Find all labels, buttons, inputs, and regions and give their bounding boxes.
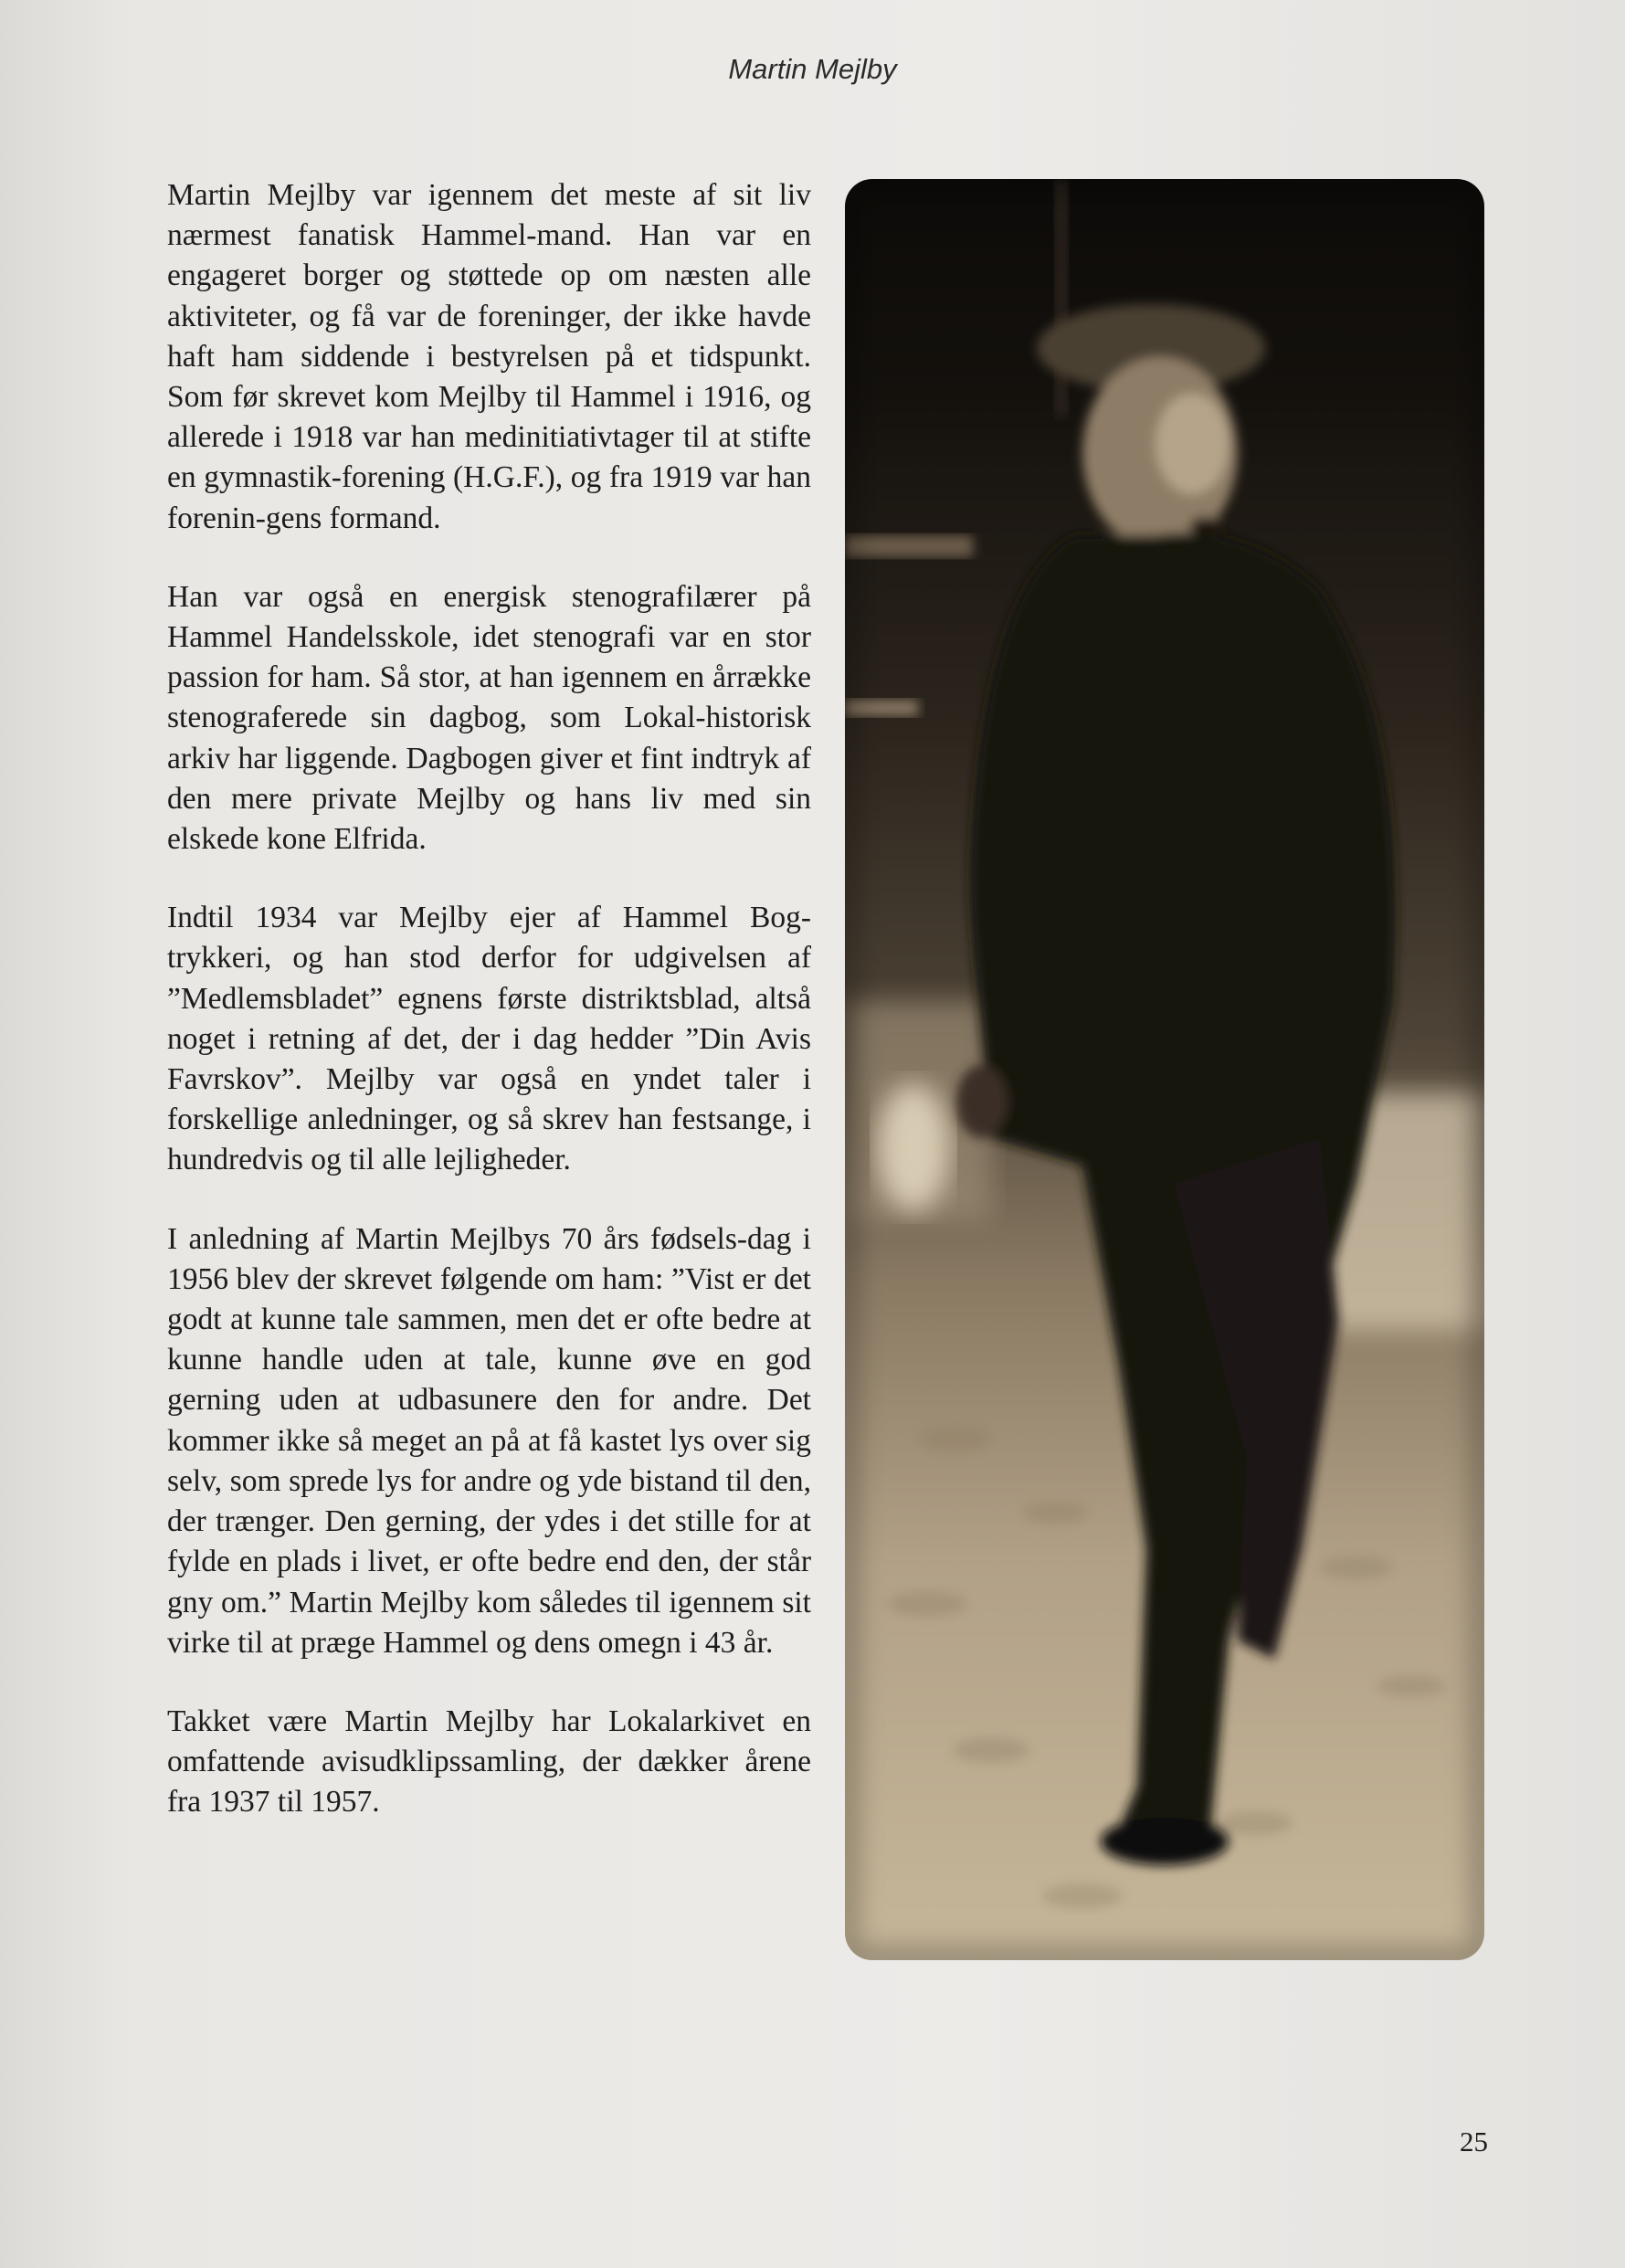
paragraph-3: Indtil 1934 var Mejlby ejer af Hammel Bog-trykkeri, og han stod derfor for udgivelsen af ”Medlemsbladet” egnens første distriktsblad, altså noget i retning af det, der i dag hedder ”Din Avis Favrskov”. Mejlby var også en yndet taler i forskellige anledninger, og så skrev han festsange, i hundredvis og til alle lejligheder.	[167, 901, 811, 1177]
page-number: 25	[1460, 2126, 1488, 2157]
paragraph-1: Martin Mejlby var igennem det meste af sit liv nærmest fanatisk Hammel-mand. Han var en engageret borger og støttede op om næsten alle aktiviteter, og få var de foreninger, der ikke havde haft ham siddende i bestyrelsen på et tidspunkt. Som før skrevet kom Mejlby til Hammel i 1916, og allerede i 1918 var han medinitiativtager til at stifte en gymnastik-forening (H.G.F.), og fra 1919 var han forenin-gens formand.	[167, 178, 811, 535]
paragraph-4: I anledning af Martin Mejlbys 70 års fødsels-dag i 1956 blev der skrevet følgende om ham: ”Vist er det godt at kunne tale sammen, men det er ofte bedre at kunne handle uden at tale, kunne øve en god gerning uden at udbasunere den for andre. Det kommer ikke så meget an på at få kastet lys over sig selv, som sprede lys for andre og yde bistand til den, der trænger. Den gerning, der ydes i det stille for at fylde en plads i livet, er ofte bedre end den, der står gny om.” Martin Mejlby kom således til igennem sit virke til at præge Hammel og dens omegn i 43 år.	[167, 1221, 811, 1660]
paragraph-5: Takket være Martin Mejlby har Lokalarkivet en omfattende avisudklipssamling, der dækker årene fra 1937 til 1957.	[167, 1704, 811, 1820]
paragraph-2: Han var også en energisk stenografilærer på Hammel Handelsskole, idet stenografi var en stor passion for ham. Så stor, at han igennem en årrække stenograferede sin dagbog, som Lokal-historisk arkiv har liggende. Dagbogen giver et fint indtryk af den mere private Mejlby og hans liv med sin elskede kone Elfrida.	[167, 579, 811, 857]
sepia-photo-man-walking	[845, 179, 1484, 1960]
article-text-column	[167, 175, 811, 1823]
running-head-title: Martin Mejlby	[728, 53, 897, 85]
